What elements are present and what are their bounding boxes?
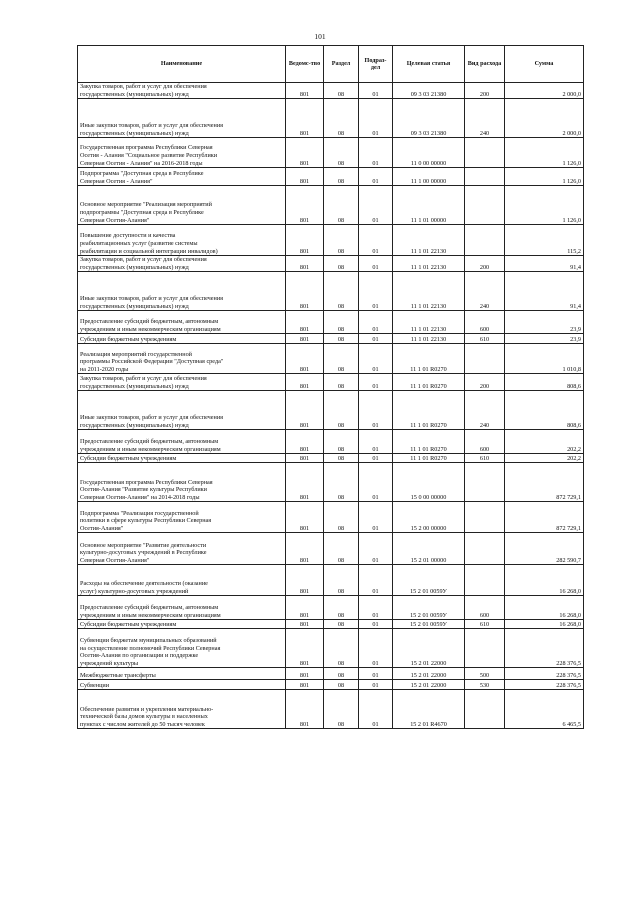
cell-target-article: 15 2 01 0059У [393,565,465,596]
cell-subsection: 01 [359,225,393,256]
cell-department: 801 [286,502,324,533]
table-row [78,374,584,391]
cell-section: 08 [324,99,359,138]
cell-expense-type [465,463,505,502]
table-row [78,430,584,454]
cell-expense-type: 600 [465,596,505,620]
cell-section: 08 [324,430,359,454]
cell-expense-type [465,629,505,668]
cell-target-article: 11 0 00 00000 [393,138,465,168]
cell-target-article: 15 2 01 0059У [393,620,465,629]
cell-name: Подпрограмма "Реализация государственной политики в сфере культуры Республики Северная Осетия-Алания" [78,502,286,533]
cell-target-article: 11 1 01 22130 [393,225,465,256]
header-subsection: Подраз-дел [359,46,393,83]
cell-sum: 16 268,0 [505,620,584,629]
cell-department: 801 [286,99,324,138]
cell-department: 801 [286,565,324,596]
cell-name: Закупка товаров, работ и услуг для обеспечения государственных (муниципальных) нужд [78,256,286,272]
cell-section: 08 [324,186,359,225]
cell-expense-type: 200 [465,83,505,99]
cell-target-article: 11 1 01 R0270 [393,344,465,374]
cell-expense-type: 200 [465,374,505,391]
cell-expense-type [465,168,505,186]
cell-expense-type [465,690,505,729]
cell-sum: 1 126,0 [505,186,584,225]
header-department: Ведомс-тво [286,46,324,83]
cell-sum: 282 590,7 [505,533,584,565]
cell-sum: 1 126,0 [505,168,584,186]
header-target-article: Целевая статья [393,46,465,83]
cell-department: 801 [286,430,324,454]
cell-target-article: 11 1 00 00000 [393,168,465,186]
cell-target-article: 15 2 01 0059У [393,596,465,620]
table-row [78,668,584,680]
cell-subsection: 01 [359,565,393,596]
table-row [78,454,584,463]
cell-department: 801 [286,463,324,502]
cell-subsection: 01 [359,454,393,463]
cell-subsection: 01 [359,391,393,430]
cell-subsection: 01 [359,83,393,99]
cell-section: 08 [324,374,359,391]
cell-subsection: 01 [359,138,393,168]
cell-target-article: 15 0 00 00000 [393,463,465,502]
cell-expense-type [465,565,505,596]
cell-section: 08 [324,334,359,344]
cell-department: 801 [286,690,324,729]
cell-department: 801 [286,186,324,225]
cell-sum: 808,6 [505,374,584,391]
cell-name: Межбюджетные трансферты [78,668,286,680]
cell-subsection: 01 [359,680,393,690]
cell-sum: 1 010,8 [505,344,584,374]
cell-department: 801 [286,391,324,430]
cell-sum: 23,9 [505,311,584,334]
cell-section: 08 [324,225,359,256]
table-header-row [78,46,584,83]
cell-section: 08 [324,311,359,334]
cell-expense-type: 610 [465,334,505,344]
cell-department: 801 [286,256,324,272]
cell-sum: 91,4 [505,272,584,311]
cell-name: Иные закупки товаров, работ и услуг для обеспечения государственных (муниципальных) нужд [78,391,286,430]
cell-target-article: 11 1 01 R0270 [393,391,465,430]
cell-name: Обеспечение развития и укрепления материально- технической базы домов культуры в населенных пунктах с числом жителей до 50 тысяч человек [78,690,286,729]
header-name: Наименование [78,46,286,83]
cell-department: 801 [286,83,324,99]
cell-expense-type: 530 [465,680,505,690]
cell-sum: 1 126,0 [505,138,584,168]
cell-sum: 2 000,0 [505,83,584,99]
cell-subsection: 01 [359,596,393,620]
table-row [78,565,584,596]
cell-department: 801 [286,344,324,374]
cell-section: 08 [324,454,359,463]
cell-subsection: 01 [359,186,393,225]
cell-target-article: 15 2 01 R4670 [393,690,465,729]
cell-sum: 808,6 [505,391,584,430]
cell-expense-type: 610 [465,454,505,463]
cell-section: 08 [324,502,359,533]
cell-name: Иные закупки товаров, работ и услуг для обеспечения государственных (муниципальных) нужд [78,99,286,138]
table-row [78,690,584,729]
cell-section: 08 [324,272,359,311]
cell-target-article: 15 2 01 22000 [393,629,465,668]
cell-name: Государственная программа Республики Северная Осетия - Алания "Социальное развитие Республики Северная Осетия - Алания" на 2016-2018 годы [78,138,286,168]
cell-department: 801 [286,629,324,668]
cell-target-article: 15 2 01 22000 [393,668,465,680]
cell-section: 08 [324,391,359,430]
cell-section: 08 [324,565,359,596]
cell-section: 08 [324,620,359,629]
table-row [78,596,584,620]
page-number: 101 [314,32,326,41]
cell-name: Государственная программа Республики Северная Осетия-Алания "Развитие культуры Республики Северная Осетия-Алания" на 2014-2018 годы [78,463,286,502]
cell-name: Субсидии бюджетным учреждениям [78,334,286,344]
cell-section: 08 [324,138,359,168]
table-row [78,344,584,374]
cell-sum: 16 268,0 [505,565,584,596]
cell-subsection: 01 [359,430,393,454]
cell-sum: 228 376,5 [505,668,584,680]
cell-department: 801 [286,272,324,311]
cell-expense-type [465,186,505,225]
table-row [78,463,584,502]
table-row [78,138,584,168]
cell-sum: 91,4 [505,256,584,272]
cell-department: 801 [286,311,324,334]
cell-target-article: 11 1 01 22130 [393,272,465,311]
cell-expense-type: 240 [465,391,505,430]
cell-expense-type [465,502,505,533]
table-row [78,680,584,690]
cell-sum: 23,9 [505,334,584,344]
cell-section: 08 [324,168,359,186]
cell-expense-type: 500 [465,668,505,680]
cell-department: 801 [286,668,324,680]
header-expense-type: Вид расхода [465,46,505,83]
cell-sum: 202,2 [505,430,584,454]
cell-subsection: 01 [359,168,393,186]
cell-target-article: 11 1 01 R0270 [393,430,465,454]
table-row [78,83,584,99]
cell-name: Закупка товаров, работ и услуг для обеспечения государственных (муниципальных) нужд [78,374,286,391]
cell-department: 801 [286,596,324,620]
cell-name: Основное мероприятие "Реализация мероприятий подпрограммы "Доступная среда в Республике Северная Осетия-Алания" [78,186,286,225]
cell-target-article: 11 1 01 R0270 [393,454,465,463]
cell-expense-type: 610 [465,620,505,629]
cell-subsection: 01 [359,334,393,344]
cell-sum: 228 376,5 [505,680,584,690]
cell-expense-type: 600 [465,430,505,454]
cell-name: Закупка товаров, работ и услуг для обеспечения государственных (муниципальных) нужд [78,83,286,99]
budget-table [77,45,584,729]
cell-name: Субсидии бюджетным учреждениям [78,620,286,629]
cell-target-article: 11 1 01 22130 [393,256,465,272]
cell-name: Предоставление субсидий бюджетным, автономным учреждениям и иным некоммерческим организациям [78,430,286,454]
cell-sum: 202,2 [505,454,584,463]
cell-target-article: 11 1 01 22130 [393,334,465,344]
table-row [78,272,584,311]
table-row [78,391,584,430]
cell-sum: 16 268,0 [505,596,584,620]
cell-subsection: 01 [359,668,393,680]
cell-expense-type [465,533,505,565]
cell-department: 801 [286,454,324,463]
cell-department: 801 [286,680,324,690]
cell-section: 08 [324,629,359,668]
cell-name: Иные закупки товаров, работ и услуг для обеспечения государственных (муниципальных) нужд [78,272,286,311]
cell-subsection: 01 [359,629,393,668]
cell-subsection: 01 [359,502,393,533]
cell-sum: 872 729,1 [505,502,584,533]
cell-expense-type: 240 [465,99,505,138]
cell-section: 08 [324,596,359,620]
cell-sum: 2 000,0 [505,99,584,138]
cell-expense-type: 200 [465,256,505,272]
cell-section: 08 [324,256,359,272]
cell-expense-type [465,138,505,168]
cell-sum: 6 465,5 [505,690,584,729]
cell-subsection: 01 [359,620,393,629]
table-row [78,225,584,256]
header-section: Раздел [324,46,359,83]
cell-subsection: 01 [359,463,393,502]
cell-target-article: 11 1 01 R0270 [393,374,465,391]
cell-section: 08 [324,83,359,99]
cell-name: Повышение доступности и качества реабилитационных услуг (развитие системы реабилитации и социальной интеграции инвалидов) [78,225,286,256]
cell-department: 801 [286,533,324,565]
cell-subsection: 01 [359,311,393,334]
cell-section: 08 [324,680,359,690]
cell-name: Подпрограмма "Доступная среда в Республике Северная Осетия - Алания" [78,168,286,186]
cell-subsection: 01 [359,344,393,374]
cell-name: Расходы на обеспечение деятельности (оказание услуг) культурно-досуговых учреждений [78,565,286,596]
table-row [78,502,584,533]
cell-sum: 872 729,1 [505,463,584,502]
cell-target-article: 11 1 01 00000 [393,186,465,225]
cell-target-article: 15 2 01 00000 [393,533,465,565]
cell-section: 08 [324,533,359,565]
cell-subsection: 01 [359,272,393,311]
cell-name: Предоставление субсидий бюджетным, автономным учреждениям и иным некоммерческим организациям [78,311,286,334]
table-row [78,311,584,334]
cell-sum: 228 376,5 [505,629,584,668]
cell-name: Субсидии бюджетным учреждениям [78,454,286,463]
cell-name: Предоставление субсидий бюджетным, автономным учреждениям и иным некоммерческим организациям [78,596,286,620]
cell-department: 801 [286,334,324,344]
table-row [78,99,584,138]
cell-expense-type [465,225,505,256]
table-row [78,168,584,186]
cell-expense-type: 600 [465,311,505,334]
cell-section: 08 [324,344,359,374]
table-body [78,83,584,729]
cell-name: Основное мероприятие "Развитие деятельности культурно-досуговых учреждений в Республике Северная Осетия-Алания" [78,533,286,565]
cell-target-article: 15 2 01 22000 [393,680,465,690]
cell-subsection: 01 [359,99,393,138]
header-sum: Сумма [505,46,584,83]
cell-section: 08 [324,668,359,680]
table-row [78,186,584,225]
cell-subsection: 01 [359,533,393,565]
cell-subsection: 01 [359,690,393,729]
cell-name: Субвенции [78,680,286,690]
cell-expense-type [465,344,505,374]
cell-subsection: 01 [359,374,393,391]
cell-name: Субвенции бюджетам муниципальных образований на осуществление полномочий Республики Северная Осетия-Алания по организации и поддержке учреждений культуры [78,629,286,668]
cell-target-article: 09 3 03 21380 [393,99,465,138]
cell-expense-type: 240 [465,272,505,311]
cell-name: Реализация мероприятий государственной программы Российской Федерации "Доступная среда" на 2011-2020 годы [78,344,286,374]
cell-section: 08 [324,463,359,502]
table-row [78,620,584,629]
cell-target-article: 09 3 03 21380 [393,83,465,99]
cell-target-article: 15 2 00 00000 [393,502,465,533]
cell-department: 801 [286,168,324,186]
cell-department: 801 [286,138,324,168]
cell-department: 801 [286,374,324,391]
cell-target-article: 11 1 01 22130 [393,311,465,334]
cell-section: 08 [324,690,359,729]
cell-subsection: 01 [359,256,393,272]
table-row [78,629,584,668]
table-row [78,334,584,344]
cell-department: 801 [286,225,324,256]
table-row [78,533,584,565]
cell-department: 801 [286,620,324,629]
table-row [78,256,584,272]
cell-sum: 115,2 [505,225,584,256]
